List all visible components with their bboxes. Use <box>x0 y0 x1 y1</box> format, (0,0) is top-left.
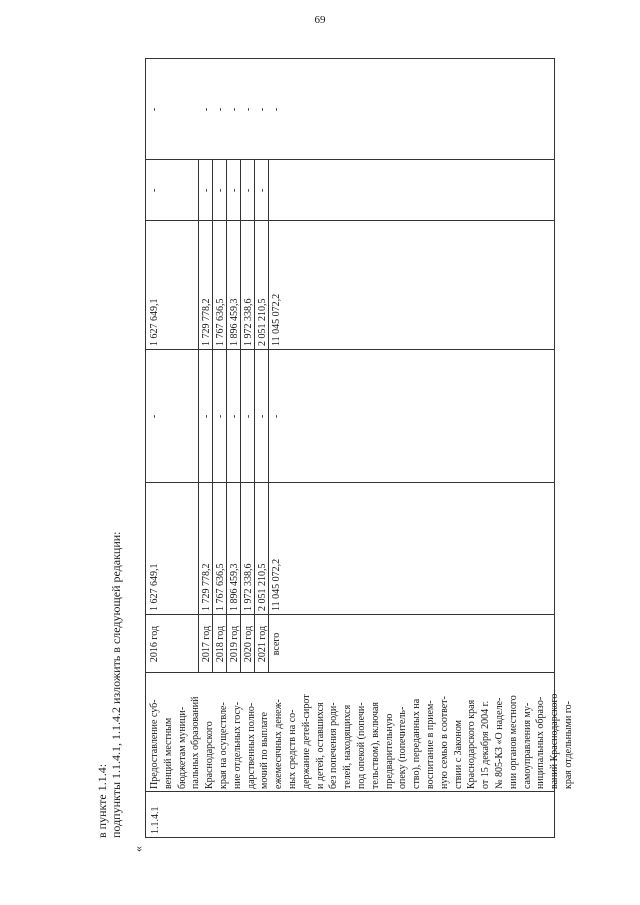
description-line: ную семью в соответ- <box>438 696 450 789</box>
regional-cell: 11 045 072,2 <box>271 293 282 346</box>
extrabudget-cell: - <box>271 107 282 112</box>
year-label: всего <box>271 632 282 656</box>
regional-cell: 1 972 338,6 <box>243 298 254 346</box>
description-line: Краснодарского края <box>466 699 478 789</box>
description-line: самоуправления му- <box>521 702 533 789</box>
description-line: ние отдельных госу- <box>231 701 243 789</box>
rotated-extra-columns <box>95 58 555 838</box>
description-line: Предоставление суб- <box>149 699 160 789</box>
local-cell: - <box>257 188 268 193</box>
description-line: предварительную <box>383 713 395 789</box>
opening-quote: « <box>131 846 145 852</box>
description-line: под опекой (попечи- <box>356 702 367 789</box>
total-cell: 1 972 338,6 <box>243 563 254 611</box>
extrabudget-cell: - <box>257 107 268 112</box>
description-line: края на осуществле- <box>218 702 229 789</box>
description-line: телей, находящихся <box>342 704 354 789</box>
extrabudget-cell: - <box>201 107 212 112</box>
description-line: венций местным <box>162 717 174 789</box>
year-label: 2020 год <box>243 625 254 663</box>
local-cell: - <box>243 188 254 193</box>
total-cell: 1 729 778,2 <box>201 563 212 611</box>
intro-line-1: в пункте 1.1.4: <box>95 763 109 838</box>
description-line: нии органов местного <box>507 695 519 789</box>
regional-cell: 1 729 778,2 <box>201 298 212 346</box>
year-label: 2016 год <box>149 625 160 663</box>
total-cell: 1 627 649,1 <box>149 563 160 611</box>
federal-cell: - <box>243 414 254 419</box>
federal-cell: - <box>229 414 240 419</box>
intro-line-2: подпункты 1.1.4.1, 1.1.4.2 изложить в следующей редакции: <box>109 531 123 838</box>
total-cell: 11 045 072,2 <box>271 558 282 611</box>
year-label: 2019 год <box>229 625 240 663</box>
description-line: края отдельными го- <box>563 700 574 789</box>
federal-cell: - <box>271 414 282 419</box>
page-number: 69 <box>314 14 326 26</box>
description-line: Краснодарского <box>204 721 216 789</box>
description-line: дарственных полно- <box>245 702 257 789</box>
regional-cell: 1 896 459,3 <box>229 298 240 346</box>
description-line: мочий по выплате <box>259 712 271 789</box>
extrabudget-cell: - <box>243 107 254 112</box>
description-line: ных средств на со- <box>287 709 298 789</box>
description-line: № 805-КЗ «О наделе- <box>494 697 505 789</box>
row-id: 1.1.4.1 <box>150 806 161 834</box>
description-line: держание детей-сирот <box>300 694 312 789</box>
description-line: ство), переданных на <box>411 698 423 789</box>
total-cell: 1 767 636,5 <box>215 563 226 611</box>
federal-cell: - <box>215 414 226 419</box>
local-cell: - <box>201 188 212 193</box>
description-line: без попечения роди- <box>328 702 340 789</box>
extrabudget-cell: - <box>215 107 226 112</box>
description-line: ваний Краснодарского <box>549 693 561 789</box>
extrabudget-cell: - <box>149 107 160 112</box>
description-line: ежемесячных денеж- <box>273 699 285 789</box>
total-cell: 1 896 459,3 <box>229 563 240 611</box>
year-label: 2021 год <box>257 625 268 663</box>
federal-cell: - <box>257 414 268 419</box>
description-line: и детей, оставшихся <box>314 702 326 789</box>
federal-cell: - <box>201 414 212 419</box>
description-line: от 15 декабря 2004 г. <box>480 700 492 789</box>
description-line: воспитание в прием- <box>425 700 436 789</box>
regional-cell: 2 051 210,5 <box>257 298 268 346</box>
local-cell: - <box>229 188 240 193</box>
extrabudget-cell: - <box>229 107 240 112</box>
description-line: ствии с Законом <box>452 720 464 789</box>
description-line: пальных образований <box>190 696 202 789</box>
year-label: 2017 год <box>201 625 212 663</box>
description-line: бюджетам муници- <box>176 706 188 789</box>
description-line: ниципальных образо- <box>535 696 547 789</box>
federal-cell: - <box>149 414 160 419</box>
result-column <box>145 59 345 156</box>
regional-cell: 1 767 636,5 <box>215 298 226 346</box>
total-cell: 2 051 210,5 <box>257 563 268 611</box>
regional-cell: 1 627 649,1 <box>149 298 160 346</box>
year-label: 2018 год <box>215 625 226 663</box>
local-cell: - <box>215 188 226 193</box>
description-line: опеку (попечитель- <box>397 706 409 789</box>
local-cell: - <box>149 188 160 193</box>
description-line: тельством), включая <box>369 701 381 789</box>
